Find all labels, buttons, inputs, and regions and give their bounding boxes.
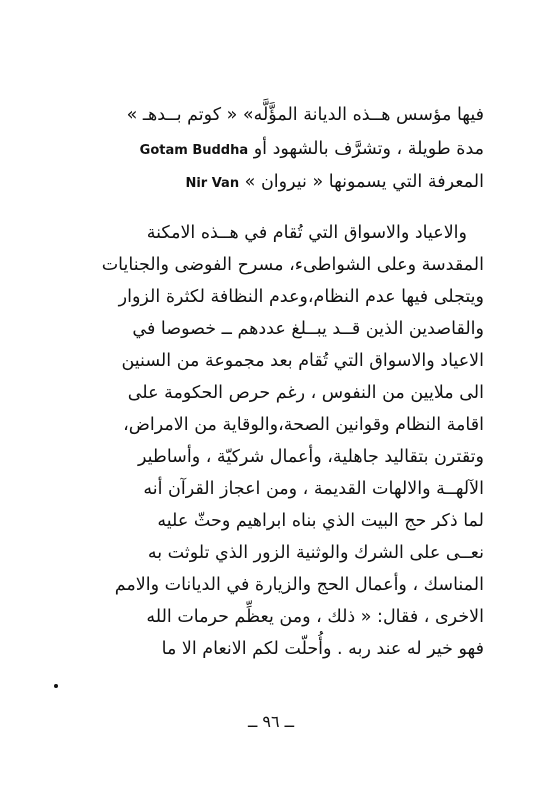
paragraph2-line: الى ملايين من النفوس ، رغم حرص الحكومة على (127, 383, 484, 403)
paragraph2-line: ويتجلى فيها عدم النظام،وعدم النظافة لكثرة الزوار (118, 287, 484, 307)
paragraph2-line: والقاصدين الذين قــد يبــلغ عددهم ــ خصوصا في (132, 319, 484, 339)
paragraph1-line1: فيها مؤسس هــذه الديانة المؤَّلَّه» « كوتم بــدهـ » (126, 105, 484, 125)
page-number: ــ ٩٦ ــ (247, 712, 295, 731)
paragraph1-line2-arabic: مدة طويلة ، وتشرَّف بالشهود أو (253, 139, 484, 159)
paragraph2-line: المقدسة وعلى الشواطىء، مسرح الفوضى والجنايات (101, 255, 484, 275)
paragraph2-line: والاعياد والاسواق التي تُقام في هــذه الامكنة (146, 223, 467, 243)
paragraph2-line: الاعياد والاسواق التي تُقام بعد مجموعة من السنين (121, 351, 484, 371)
paragraph1-line3-latin: Nir Van (185, 176, 240, 191)
paragraph2-line: الاخرى ، فقال: « ذلك ، ومن يعظِّم حرمات الله (146, 607, 484, 627)
paragraph1-line2-latin: Gotam Buddha (139, 143, 249, 158)
paragraph2-line: المناسك ، وأعمال الحج والزيارة في الديانات والامم (114, 575, 484, 595)
paragraph2-line: وتقترن بتقاليد جاهلية، وأعمال شركيّة ، وأساطير (137, 447, 484, 467)
paragraph1-line2 (140, 141, 484, 159)
paragraph2-line: اقامة النظام وقوانين الصحة،والوقاية من الامراض، (123, 415, 484, 435)
paragraph1-line3 (185, 174, 484, 192)
paragraph2-line: الآلهــة والالهات القديمة ، ومن اعجاز القرآن أنه (143, 479, 484, 499)
paragraph2-line: لما ذكر حج البيت الذي بناه ابراهيم وحثّ عليه (157, 511, 484, 531)
paragraph2-line: نعــى على الشرك والوثنية الزور الذي تلوثت به (147, 543, 484, 563)
paragraph1-line3-arabic: المعرفة التي يسمونها « نيروان » (244, 172, 484, 192)
paragraph2-line: فهو خير له عند ربه . وأُحلّت لكم الانعام الا ما (161, 639, 484, 659)
ink-dot (54, 684, 58, 688)
